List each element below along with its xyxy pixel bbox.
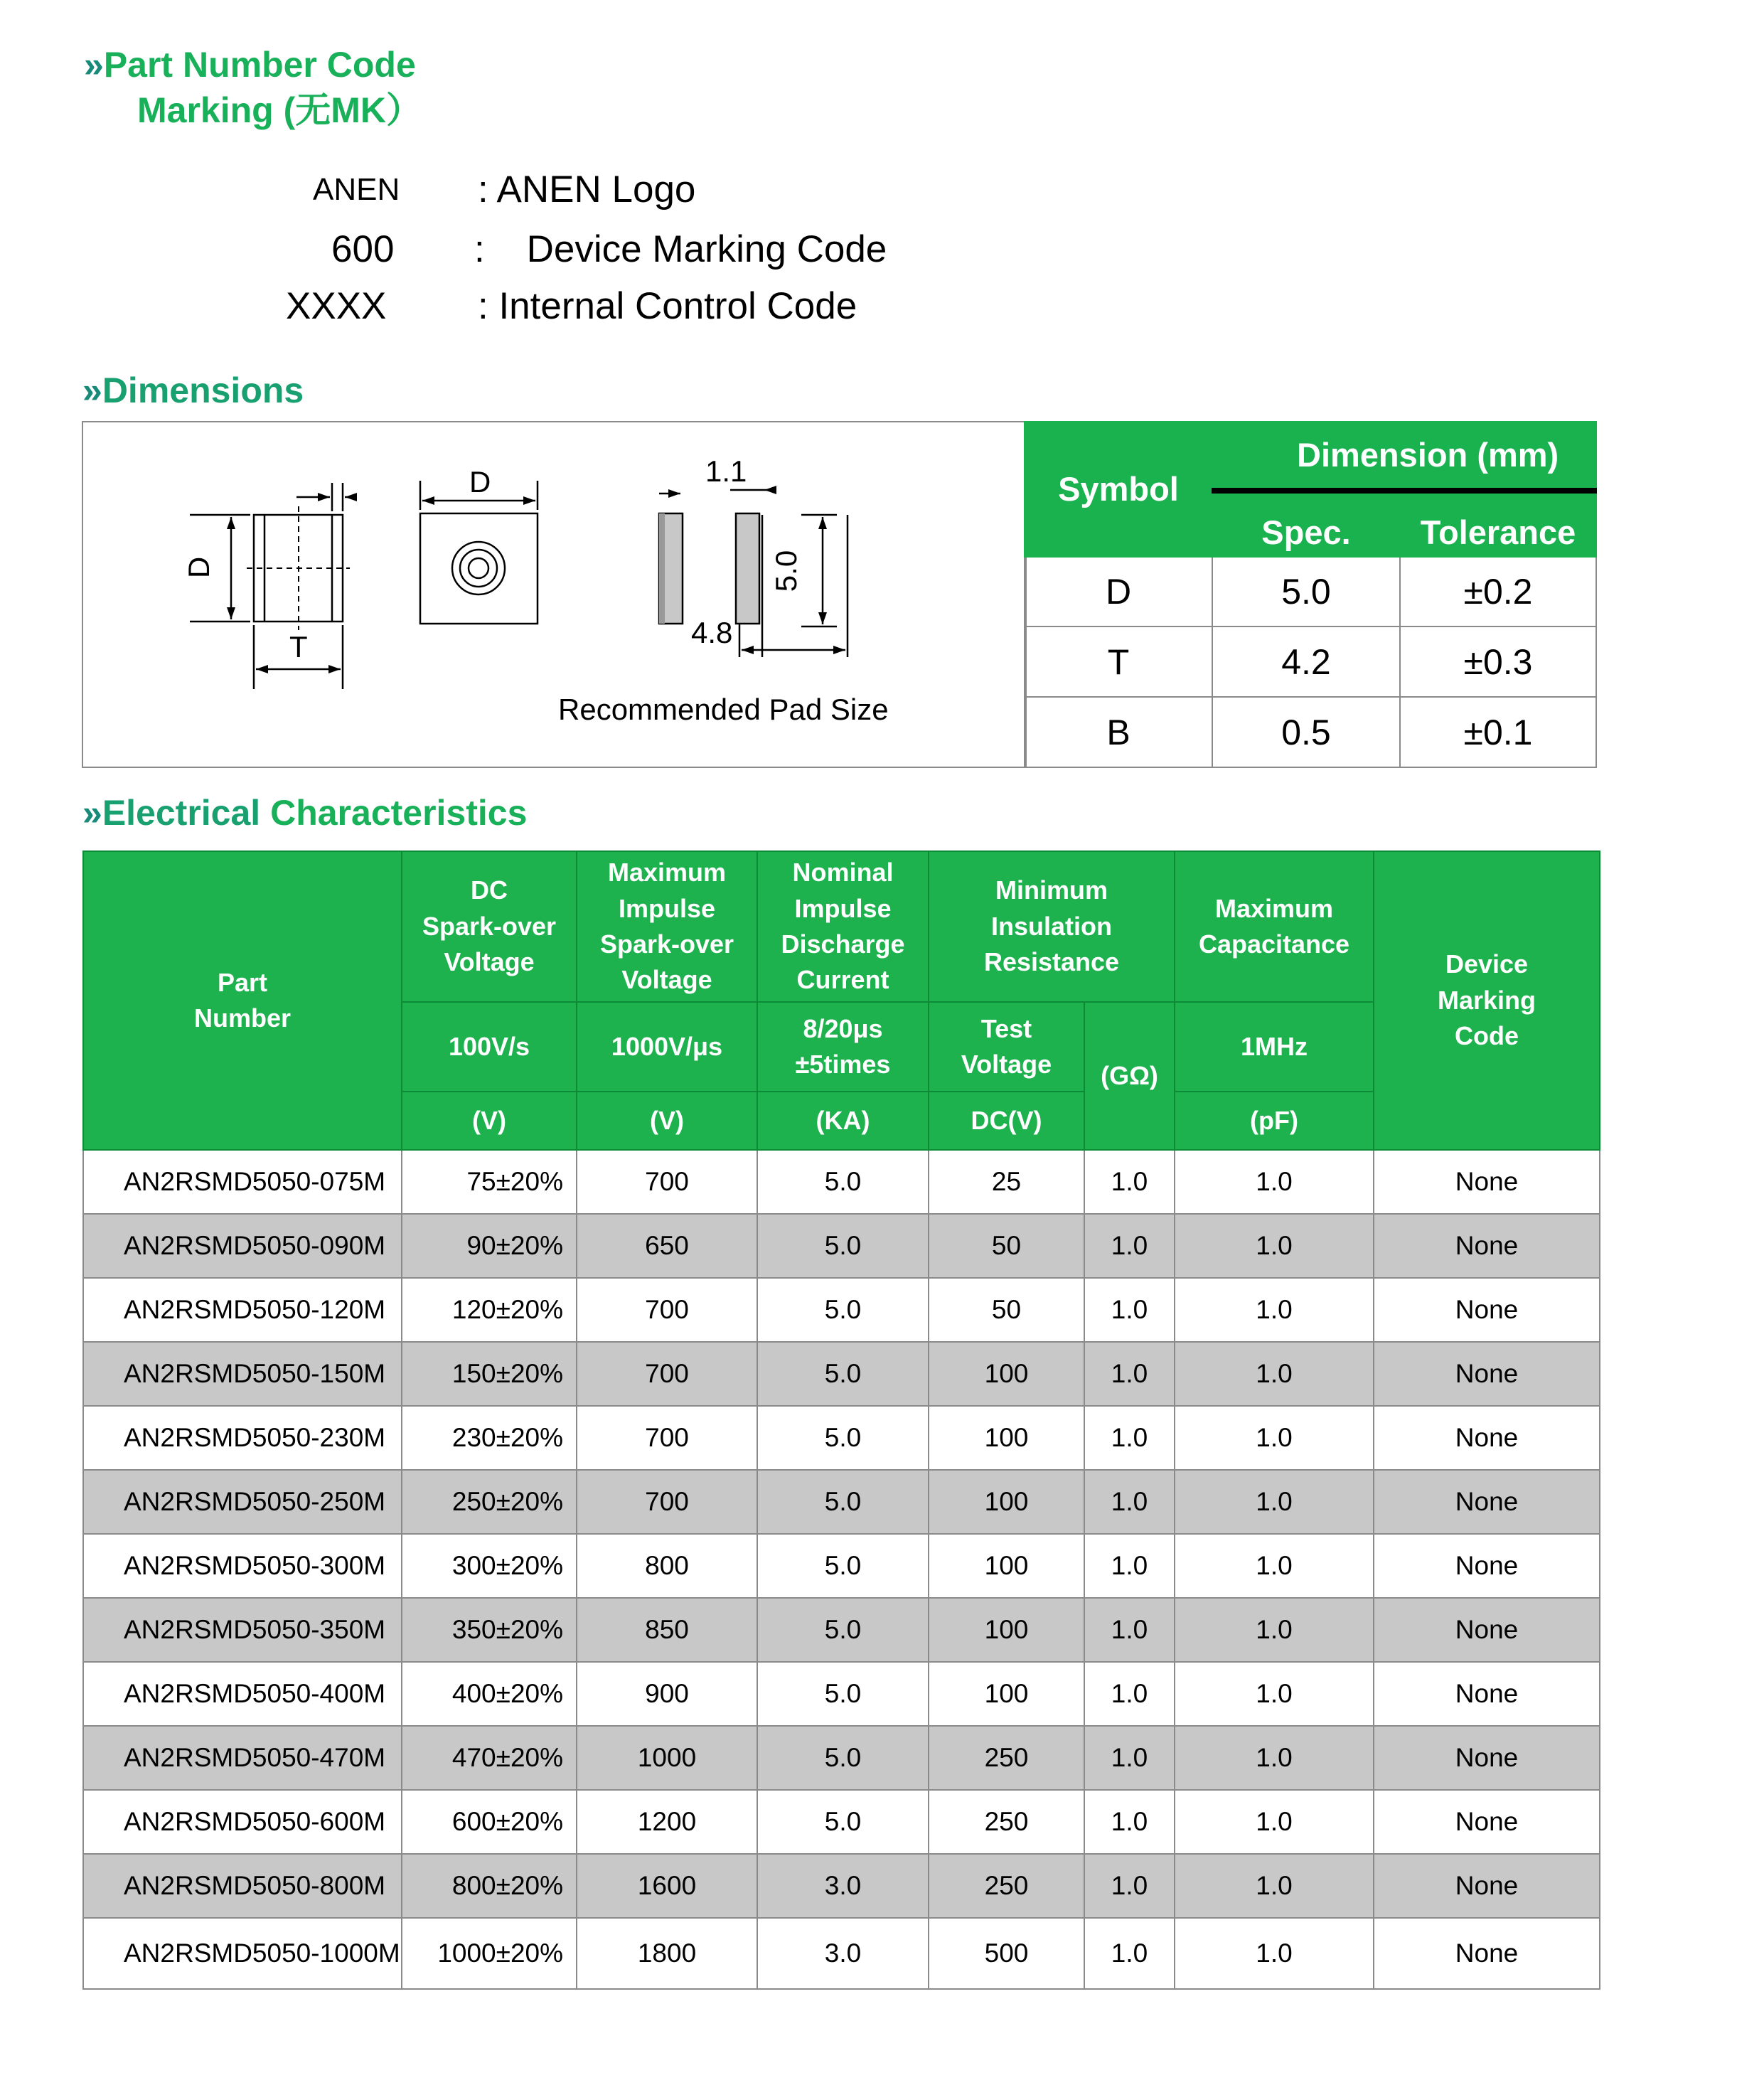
device-marking-cell: None (1374, 1534, 1600, 1598)
electrical-section-title (82, 795, 527, 831)
marking-code-xxxx: XXXX (286, 285, 387, 327)
part-number-cell: AN2RSMD5050-1000M (83, 1918, 402, 1989)
marking-title-line2: Marking (无MK） (137, 90, 422, 130)
dim-symbol: T (1025, 626, 1212, 697)
device-marking-header: Device Marking Code (1374, 851, 1600, 1150)
table-row (83, 1214, 1600, 1278)
table-row (83, 1790, 1600, 1854)
device-marking-cell: None (1374, 1278, 1600, 1342)
nominal-impulse-header: Nominal Impulse Discharge Current (757, 851, 929, 1002)
capacitance-cell: 1.0 (1175, 1406, 1374, 1470)
insulation-resistance-cell: 1.0 (1084, 1406, 1175, 1470)
capacitance-cell: 1.0 (1175, 1278, 1374, 1342)
test-voltage-cell: 250 (929, 1726, 1084, 1790)
marking-code-600: 600 (331, 228, 395, 270)
test-voltage-cell: 100 (929, 1598, 1084, 1662)
discharge-current-cell: 5.0 (757, 1534, 929, 1598)
insulation-resistance-cell: 1.0 (1084, 1470, 1175, 1534)
electrical-title-a: Electrical (102, 793, 261, 833)
impulse-voltage-cell: 800 (577, 1534, 757, 1598)
part-number-cell: AN2RSMD5050-090M (83, 1214, 402, 1278)
discharge-current-cell: 3.0 (757, 1918, 929, 1989)
part-number-cell: AN2RSMD5050-400M (83, 1662, 402, 1726)
test-voltage-cell: 100 (929, 1406, 1084, 1470)
part-number-cell: AN2RSMD5050-800M (83, 1854, 402, 1918)
capacitance-cell: 1.0 (1175, 1470, 1374, 1534)
discharge-current-cell: 5.0 (757, 1342, 929, 1406)
capacitance-cell: 1.0 (1175, 1918, 1374, 1989)
part-number-cell: AN2RSMD5050-600M (83, 1790, 402, 1854)
part-number-cell: AN2RSMD5050-250M (83, 1470, 402, 1534)
marking-desc-anen: : ANEN Logo (478, 169, 696, 210)
device-marking-cell: None (1374, 1790, 1600, 1854)
dc-sparkover-cell: 470±20% (402, 1726, 577, 1790)
label-pad-height: 5.0 (769, 550, 803, 592)
dim-tolerance: ±0.3 (1400, 626, 1596, 697)
device-marking-cell: None (1374, 1214, 1600, 1278)
dc-sparkover-cell: 120±20% (402, 1278, 577, 1342)
table-row (83, 1278, 1600, 1342)
discharge-current-cell: 5.0 (757, 1790, 929, 1854)
impulse-voltage-cell: 1000 (577, 1726, 757, 1790)
insulation-resistance-cell: 1.0 (1084, 1214, 1175, 1278)
insulation-resistance-cell: 1.0 (1084, 1342, 1175, 1406)
dc-sparkover-cell: 350±20% (402, 1598, 577, 1662)
part-number-cell: AN2RSMD5050-300M (83, 1534, 402, 1598)
marking-section-title (84, 45, 416, 85)
part-number-cell: AN2RSMD5050-120M (83, 1278, 402, 1342)
capacitance-cell: 1.0 (1175, 1534, 1374, 1598)
insulation-resistance-cell: 1.0 (1084, 1790, 1175, 1854)
test-voltage-cell: 100 (929, 1534, 1084, 1598)
marking-title-line1: Part Number Code (103, 45, 416, 85)
bullet: » (84, 45, 104, 85)
spec-header: Spec. (1212, 491, 1400, 557)
test-voltage-cell: 100 (929, 1342, 1084, 1406)
impulse-voltage-cell: 1800 (577, 1918, 757, 1989)
impulse-voltage-cell: 700 (577, 1342, 757, 1406)
table-row (83, 1918, 1600, 1989)
dc-sparkover-cell: 90±20% (402, 1214, 577, 1278)
device-marking-cell: None (1374, 1406, 1600, 1470)
discharge-current-cell: 3.0 (757, 1854, 929, 1918)
dim-spec: 4.2 (1212, 626, 1400, 697)
impulse-voltage-cell: 700 (577, 1150, 757, 1214)
discharge-current-cell: 5.0 (757, 1726, 929, 1790)
impulse-voltage-cell: 650 (577, 1214, 757, 1278)
table-row (83, 1342, 1600, 1406)
dimension-header: Dimension (mm) (1212, 422, 1596, 491)
insulation-resistance-cell: 1.0 (1084, 1278, 1175, 1342)
impulse-voltage-cell: 1600 (577, 1854, 757, 1918)
freq-header: 1MHz (1175, 1002, 1374, 1092)
dim-tolerance: ±0.1 (1400, 697, 1596, 767)
marking-desc-xxxx: : Internal Control Code (478, 285, 857, 327)
electrical-table (82, 850, 1600, 1990)
impulse-voltage-cell: 700 (577, 1470, 757, 1534)
discharge-current-cell: 5.0 (757, 1470, 929, 1534)
dc-sparkover-header: DC Spark-over Voltage (402, 851, 577, 1002)
label-pad-width: 4.8 (691, 616, 733, 649)
marking-code-anen: ANEN (313, 172, 400, 207)
discharge-current-cell: 5.0 (757, 1150, 929, 1214)
dc-sparkover-cell: 75±20% (402, 1150, 577, 1214)
dimension-table (1024, 421, 1597, 768)
dimensions-section-title (82, 370, 304, 410)
impulse-voltage-cell: 1200 (577, 1790, 757, 1854)
table-row (83, 1726, 1600, 1790)
device-marking-cell: None (1374, 1918, 1600, 1989)
test-voltage-cell: 100 (929, 1662, 1084, 1726)
marking-desc-600: : Device Marking Code (474, 228, 887, 270)
impulse-voltage-cell: 700 (577, 1406, 757, 1470)
device-marking-cell: None (1374, 1342, 1600, 1406)
impulse-voltage-cell: 700 (577, 1278, 757, 1342)
part-number-cell: AN2RSMD5050-470M (83, 1726, 402, 1790)
part-number-header: Part Number (83, 851, 402, 1150)
unit-v-header: (V) (402, 1092, 577, 1150)
dimension-drawing-box (82, 421, 1027, 768)
insulation-resistance-cell: 1.0 (1084, 1534, 1175, 1598)
dim-spec: 5.0 (1212, 557, 1400, 627)
max-capacitance-header: Maximum Capacitance (1175, 851, 1374, 1002)
test-voltage-cell: 50 (929, 1214, 1084, 1278)
dim-spec: 0.5 (1212, 697, 1400, 767)
test-voltage-cell: 250 (929, 1790, 1084, 1854)
unit-pf-header: (pF) (1175, 1092, 1374, 1150)
test-voltage-header: Test Voltage (929, 1002, 1084, 1092)
dc-sparkover-cell: 250±20% (402, 1470, 577, 1534)
insulation-resistance-cell: 1.0 (1084, 1598, 1175, 1662)
part-number-cell: AN2RSMD5050-350M (83, 1598, 402, 1662)
test-voltage-cell: 25 (929, 1150, 1084, 1214)
capacitance-cell: 1.0 (1175, 1598, 1374, 1662)
label-t: T (289, 630, 308, 663)
impulse-rate-header: 1000V/μs (577, 1002, 757, 1092)
max-impulse-header: Maximum Impulse Spark-over Voltage (577, 851, 757, 1002)
unit-ka-header: (KA) (757, 1092, 929, 1150)
dc-sparkover-cell: 150±20% (402, 1342, 577, 1406)
insulation-resistance-cell: 1.0 (1084, 1662, 1175, 1726)
test-voltage-cell: 100 (929, 1470, 1084, 1534)
dim-symbol: B (1025, 697, 1212, 767)
discharge-current-cell: 5.0 (757, 1598, 929, 1662)
test-voltage-cell: 500 (929, 1918, 1084, 1989)
device-marking-cell: None (1374, 1726, 1600, 1790)
capacitance-cell: 1.0 (1175, 1726, 1374, 1790)
label-pad-gap: 1.1 (705, 454, 747, 488)
device-marking-cell: None (1374, 1470, 1600, 1534)
table-row (83, 1470, 1600, 1534)
discharge-current-cell: 5.0 (757, 1278, 929, 1342)
device-marking-cell: None (1374, 1150, 1600, 1214)
dimensions-title: Dimensions (102, 370, 304, 410)
capacitance-cell: 1.0 (1175, 1150, 1374, 1214)
gohm-header: (GΩ) (1084, 1002, 1175, 1150)
dc-sparkover-cell: 400±20% (402, 1662, 577, 1726)
capacitance-cell: 1.0 (1175, 1214, 1374, 1278)
dim-symbol: D (1025, 557, 1212, 627)
dc-sparkover-cell: 300±20% (402, 1534, 577, 1598)
table-row (83, 1534, 1600, 1598)
electrical-table-body (83, 1150, 1600, 1989)
pad-size-caption: Recommended Pad Size (558, 693, 889, 726)
dc-sparkover-cell: 1000±20% (402, 1918, 577, 1989)
bullet: » (82, 370, 102, 410)
unit-v-header: (V) (577, 1092, 757, 1150)
test-voltage-cell: 50 (929, 1278, 1084, 1342)
bullet: » (82, 793, 102, 833)
insulation-resistance-cell: 1.0 (1084, 1918, 1175, 1989)
tolerance-header: Tolerance (1400, 491, 1596, 557)
dc-sparkover-cell: 230±20% (402, 1406, 577, 1470)
dc-sparkover-cell: 800±20% (402, 1854, 577, 1918)
table-row (83, 1406, 1600, 1470)
table-row (83, 1854, 1600, 1918)
dim-tolerance: ±0.2 (1400, 557, 1596, 627)
capacitance-cell: 1.0 (1175, 1342, 1374, 1406)
dc-rate-header: 100V/s (402, 1002, 577, 1092)
test-voltage-cell: 250 (929, 1854, 1084, 1918)
part-number-cell: AN2RSMD5050-230M (83, 1406, 402, 1470)
min-insulation-header: Minimum Insulation Resistance (929, 851, 1175, 1002)
part-number-cell: AN2RSMD5050-150M (83, 1342, 402, 1406)
table-row (83, 1598, 1600, 1662)
label-d-vertical: D (182, 556, 216, 579)
capacitance-cell: 1.0 (1175, 1790, 1374, 1854)
insulation-resistance-cell: 1.0 (1084, 1854, 1175, 1918)
insulation-resistance-cell: 1.0 (1084, 1150, 1175, 1214)
discharge-current-cell: 5.0 (757, 1214, 929, 1278)
impulse-voltage-cell: 900 (577, 1662, 757, 1726)
dc-sparkover-cell: 600±20% (402, 1790, 577, 1854)
impulse-voltage-cell: 850 (577, 1598, 757, 1662)
part-number-cell: AN2RSMD5050-075M (83, 1150, 402, 1214)
device-marking-cell: None (1374, 1598, 1600, 1662)
insulation-resistance-cell: 1.0 (1084, 1726, 1175, 1790)
table-row (83, 1662, 1600, 1726)
table-row (83, 1150, 1600, 1214)
electrical-title-b: Characteristics (270, 793, 528, 833)
discharge-current-cell: 5.0 (757, 1662, 929, 1726)
capacitance-cell: 1.0 (1175, 1854, 1374, 1918)
symbol-header: Symbol (1025, 422, 1212, 557)
label-d-top: D (469, 465, 491, 498)
capacitance-cell: 1.0 (1175, 1662, 1374, 1726)
device-marking-cell: None (1374, 1854, 1600, 1918)
device-marking-cell: None (1374, 1662, 1600, 1726)
discharge-cond-header: 8/20μs ±5times (757, 1002, 929, 1092)
discharge-current-cell: 5.0 (757, 1406, 929, 1470)
unit-dcv-header: DC(V) (929, 1092, 1084, 1150)
